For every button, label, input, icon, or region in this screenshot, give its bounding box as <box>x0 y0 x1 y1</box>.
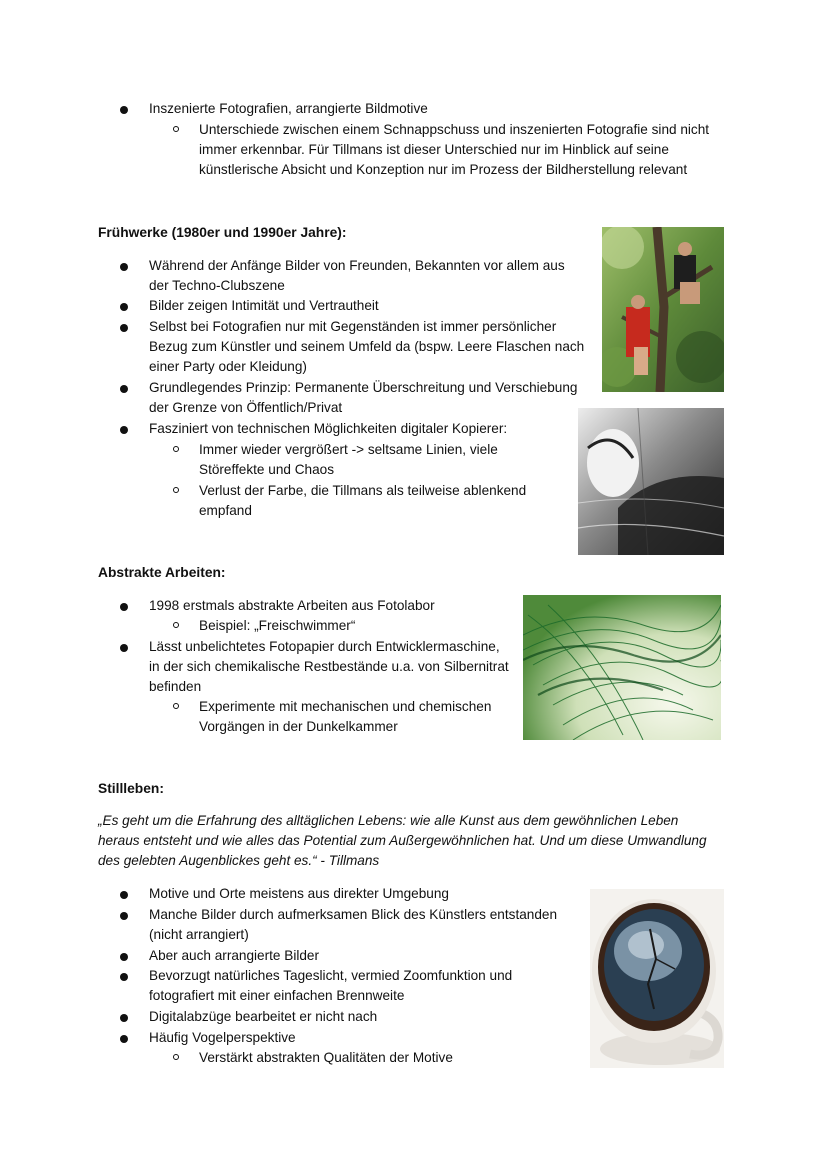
fruehwerke-b1-line: der Techno-Clubszene <box>149 278 285 293</box>
section-heading-stillleben: Stillleben: <box>98 781 164 796</box>
stillleben-s1: Verstärkt abstrakten Qualitäten der Motive <box>199 1050 453 1065</box>
section-heading-abstrakt: Abstrakte Arbeiten: <box>98 565 226 580</box>
sub-bullet-circle <box>173 126 179 132</box>
bullet-dot <box>120 106 128 114</box>
photo-friends-in-tree <box>602 227 724 392</box>
photo-coffee-cup <box>590 889 724 1068</box>
bullet-dot <box>120 891 128 899</box>
intro-sub-line: künstlerische Absicht und Konzeption nur im Prozess der Bildherstellung relevant <box>199 162 688 177</box>
intro-sub-line: Unterschiede zwischen einem Schnappschuss und inszenierten Fotografie sind nicht <box>199 122 710 137</box>
abstrakt-s2-line: Vorgängen in der Dunkelkammer <box>199 719 398 734</box>
sub-bullet-circle <box>173 1054 179 1060</box>
abstrakt-b1: 1998 erstmals abstrakte Arbeiten aus Fotolabor <box>149 598 435 613</box>
sub-bullet-circle <box>173 446 179 452</box>
bullet-dot <box>120 1014 128 1022</box>
bullet-dot <box>120 644 128 652</box>
fruehwerke-s1-line: Störeffekte und Chaos <box>199 462 335 477</box>
fruehwerke-b4-line: Grundlegendes Prinzip: Permanente Überschreitung und Verschiebung <box>149 380 578 395</box>
sub-bullet-circle <box>173 622 179 628</box>
bullet-dot <box>120 426 128 434</box>
fruehwerke-b5: Fasziniert von technischen Möglichkeiten digitaler Kopierer: <box>149 421 508 436</box>
fruehwerke-s1-line: Immer wieder vergrößert -> seltsame Linien, viele <box>199 442 498 457</box>
stillleben-b4-line: fotografiert mit einer einfachen Brennweite <box>149 988 405 1003</box>
photo-freischwimmer <box>523 595 721 740</box>
bullet-dot <box>120 263 128 271</box>
section-heading-fruehwerke: Frühwerke (1980er und 1990er Jahre): <box>98 225 347 240</box>
fruehwerke-b3-line: Selbst bei Fotografien nur mit Gegenständen ist immer persönlicher <box>149 319 557 334</box>
quote-line: heraus entsteht und wie alles das Potential zum Außergewöhnlichen hat. Und um diese Umwandlung <box>98 833 707 848</box>
stillleben-b1: Motive und Orte meistens aus direkter Umgebung <box>149 886 449 901</box>
photo-photocopy-portrait <box>578 408 724 555</box>
stillleben-b2-line: Manche Bilder durch aufmerksamen Blick des Künstlers entstanden <box>149 907 558 922</box>
abstrakt-b2-line: befinden <box>149 679 202 694</box>
abstrakt-s1: Beispiel: „Freischwimmer“ <box>199 618 356 633</box>
fruehwerke-b1-line: Während der Anfänge Bilder von Freunden, Bekannten vor allem aus <box>149 258 565 273</box>
sub-bullet-circle <box>173 703 179 709</box>
bullet-dot <box>120 912 128 920</box>
fruehwerke-b2: Bilder zeigen Intimität und Vertrautheit <box>149 298 379 313</box>
bullet-dot <box>120 385 128 393</box>
fruehwerke-b4-line: der Grenze von Öffentlich/Privat <box>149 400 343 415</box>
quote-line: des gelebten Augenblickes geht es.“ - Tillmans <box>98 853 380 868</box>
quote-line: „Es geht um die Erfahrung des alltäglichen Lebens: wie alle Kunst aus dem gewöhnlichen Leben <box>98 813 679 828</box>
stillleben-b6: Häufig Vogelperspektive <box>149 1030 296 1045</box>
bullet-dot <box>120 1035 128 1043</box>
bullet-dot <box>120 973 128 981</box>
fruehwerke-b3-line: Bezug zum Künstler und seinem Umfeld da (bspw. Leere Flaschen nach <box>149 339 585 354</box>
bullet-dot <box>120 953 128 961</box>
abstrakt-s2-line: Experimente mit mechanischen und chemischen <box>199 699 492 714</box>
bullet-dot <box>120 303 128 311</box>
fruehwerke-s2-line: Verlust der Farbe, die Tillmans als teilweise ablenkend <box>199 483 527 498</box>
stillleben-b2-line: (nicht arrangiert) <box>149 927 249 942</box>
bullet-dot <box>120 324 128 332</box>
sub-bullet-circle <box>173 487 179 493</box>
abstrakt-b2-line: in der sich chemikalische Restbestände u.a. von Silbernitrat <box>149 659 509 674</box>
stillleben-b5: Digitalabzüge bearbeitet er nicht nach <box>149 1009 378 1024</box>
stillleben-b4-line: Bevorzugt natürliches Tageslicht, vermied Zoomfunktion und <box>149 968 513 983</box>
intro-sub-line: immer erkennbar. Für Tillmans ist dieser Unterschied nur im Hinblick auf seine <box>199 142 669 157</box>
stillleben-b3: Aber auch arrangierte Bilder <box>149 948 320 963</box>
fruehwerke-s2-line: empfand <box>199 503 252 518</box>
bullet-dot <box>120 603 128 611</box>
intro-bullet: Inszenierte Fotografien, arrangierte Bildmotive <box>149 101 428 116</box>
abstrakt-b2-line: Lässt unbelichtetes Fotopapier durch Entwicklermaschine, <box>149 639 500 654</box>
fruehwerke-b3-line: einer Party oder Kleidung) <box>149 359 307 374</box>
